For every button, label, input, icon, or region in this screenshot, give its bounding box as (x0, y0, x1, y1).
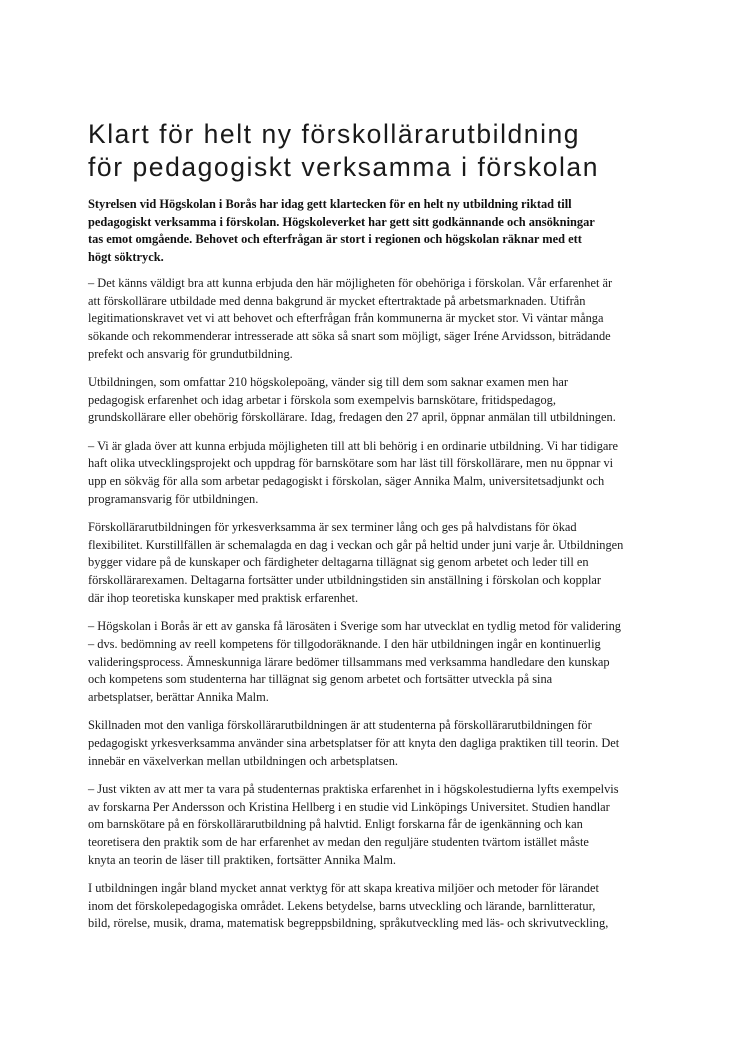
text-line: arbetsplatser, berättar Annika Malm. (88, 689, 269, 704)
text-line: – Det känns väldigt bra att kunna erbjuda den här möjligheten för obehöriga i förskolan. Vår erfarenhet är (88, 275, 613, 290)
body-paragraph (88, 438, 663, 509)
body-paragraph (88, 519, 663, 608)
text-line: haft olika utvecklingsprojekt och uppdrag för barnskötare som har läst till förskollärare, men nu öppnar vi (88, 456, 614, 471)
text-line: bygger vidare på de kunskaper och färdigheter deltagarna tillägnat sig genom arbetet och leder till en (88, 555, 589, 570)
body-paragraph (88, 717, 663, 770)
text-line: att förskollärare utbildade med denna bakgrund är mycket eftertraktade på arbetsmarknaden. Utifrån (88, 293, 586, 308)
text-line: högt söktryck. (88, 250, 164, 265)
title-line: Klart för helt ny förskollärarutbildning (88, 119, 581, 149)
text-line: prefekt och ansvarig för grundutbildning. (88, 346, 293, 361)
text-line: där ihop teoretiska kunskaper med praktisk erfarenhet. (88, 590, 359, 605)
text-line: upp en sökväg för alla som arbetar pedagogiskt i förskolan, säger Annika Malm, universitetsadjunkt och (88, 474, 605, 489)
text-line: knyta an teorin de läser till praktiken, fortsätter Annika Malm. (88, 852, 396, 867)
text-line: förskollärarexamen. Deltagarna fortsätter under utbildningstiden sin anställning i förskolan och kopplar (88, 573, 602, 588)
document-page (88, 118, 663, 944)
text-line: Skillnaden mot den vanliga förskollärarutbildningen är att studenterna på förskollärarutbildningen för (88, 718, 592, 733)
text-line: pedagogisk erfarenhet och idag arbetar i förskola som exempelvis barnskötare, fritidspedagog, (88, 392, 556, 407)
text-line: bild, rörelse, musik, drama, matematisk begreppsbildning, språkutveckling med läs- och skrivutveckling, (88, 916, 609, 931)
text-line: pedagogiskt yrkesverksamma använder sina arbetsplatser för att knyta den dagliga praktiken till teorin. Det (88, 735, 620, 750)
text-line: – dvs. bedömning av reell kompetens för tillgodoräknande. I den här utbildningen ingår en kontinuerlig (88, 636, 601, 651)
text-line: och kompetens som studenterna har tillägnat sig genom arbetet och fortsätter utveckla på sina (88, 672, 553, 687)
article-title (88, 118, 663, 184)
text-line: sökande och rekommenderar intresserade att söka så snart som möjligt, säger Iréne Arvidsson, biträdande (88, 328, 611, 343)
text-line: – Högskolan i Borås är ett av ganska få lärosäten i Sverige som har utvecklat en tydlig metod för validering (88, 619, 621, 634)
body-paragraph (88, 275, 663, 364)
text-line: grundskollärare eller obehörig förskollärare. Idag, fredagen den 27 april, öppnar anmälan till utbildningen. (88, 410, 616, 425)
text-line: om barnskötare på en förskollärarutbildning på halvtid. Enligt forskarna får de igenkänning och kan (88, 817, 583, 832)
text-line: innebär en växelverkan mellan utbildningen och arbetsplatsen. (88, 753, 399, 768)
text-line: legitimationskravet vet vi att behovet och efterfrågan från kommunerna är mycket stor. Vi väntar många (88, 311, 604, 326)
title-line: för pedagogiskt verksamma i förskolan (88, 152, 599, 182)
text-line: flexibilitet. Kurstillfällen är schemalagda en dag i veckan och går på heltid under juni varje år. Utbildningen (88, 537, 624, 552)
body-paragraph (88, 781, 663, 870)
text-line: teoretisera den praktik som de har erfarenhet av medan den reguljäre studenten tvärtom istället måste (88, 835, 589, 850)
text-line: inom det förskolepedagogiska området. Lekens betydelse, barns utveckling och lärande, barnlitteratur, (88, 898, 596, 913)
text-line: tas emot omgående. Behovet och efterfrågan är stort i regionen och högskolan räknar med ett (88, 232, 582, 247)
text-line: valideringsprocess. Ämneskunniga lärare bedömer tillsammans med verksamma handledare den kunskap (88, 654, 610, 669)
body-paragraph (88, 374, 663, 427)
text-line: programansvarig för utbildningen. (88, 491, 259, 506)
text-line: – Vi är glada över att kunna erbjuda möjligheten till att bli behörig i en ordinarie utbildning. Vi har tidigare (88, 438, 619, 453)
body-paragraph (88, 618, 663, 707)
text-line: Utbildningen, som omfattar 210 högskolepoäng, vänder sig till dem som saknar examen men har (88, 374, 569, 389)
body-paragraph (88, 880, 663, 933)
text-line: Styrelsen vid Högskolan i Borås har idag gett klartecken för en helt ny utbildning riktad till (88, 197, 572, 211)
text-line: pedagogiskt verksamma i förskolan. Högskoleverket har gett sitt godkännande och ansökningar (88, 214, 595, 229)
text-line: av forskarna Per Andersson och Kristina Hellberg i en studie vid Linköpings Universitet. Studien handlar (88, 799, 610, 814)
lead-paragraph (88, 196, 663, 267)
text-line: Förskollärarutbildningen för yrkesverksamma är sex terminer lång och ges på halvdistans för ökad (88, 520, 577, 535)
text-line: – Just vikten av att mer ta vara på studenternas praktiska erfarenhet in i högskolestudierna lyfts exempelvis (88, 781, 619, 796)
text-line: I utbildningen ingår bland mycket annat verktyg för att skapa kreativa miljöer och metoder för lärandet (88, 881, 599, 896)
